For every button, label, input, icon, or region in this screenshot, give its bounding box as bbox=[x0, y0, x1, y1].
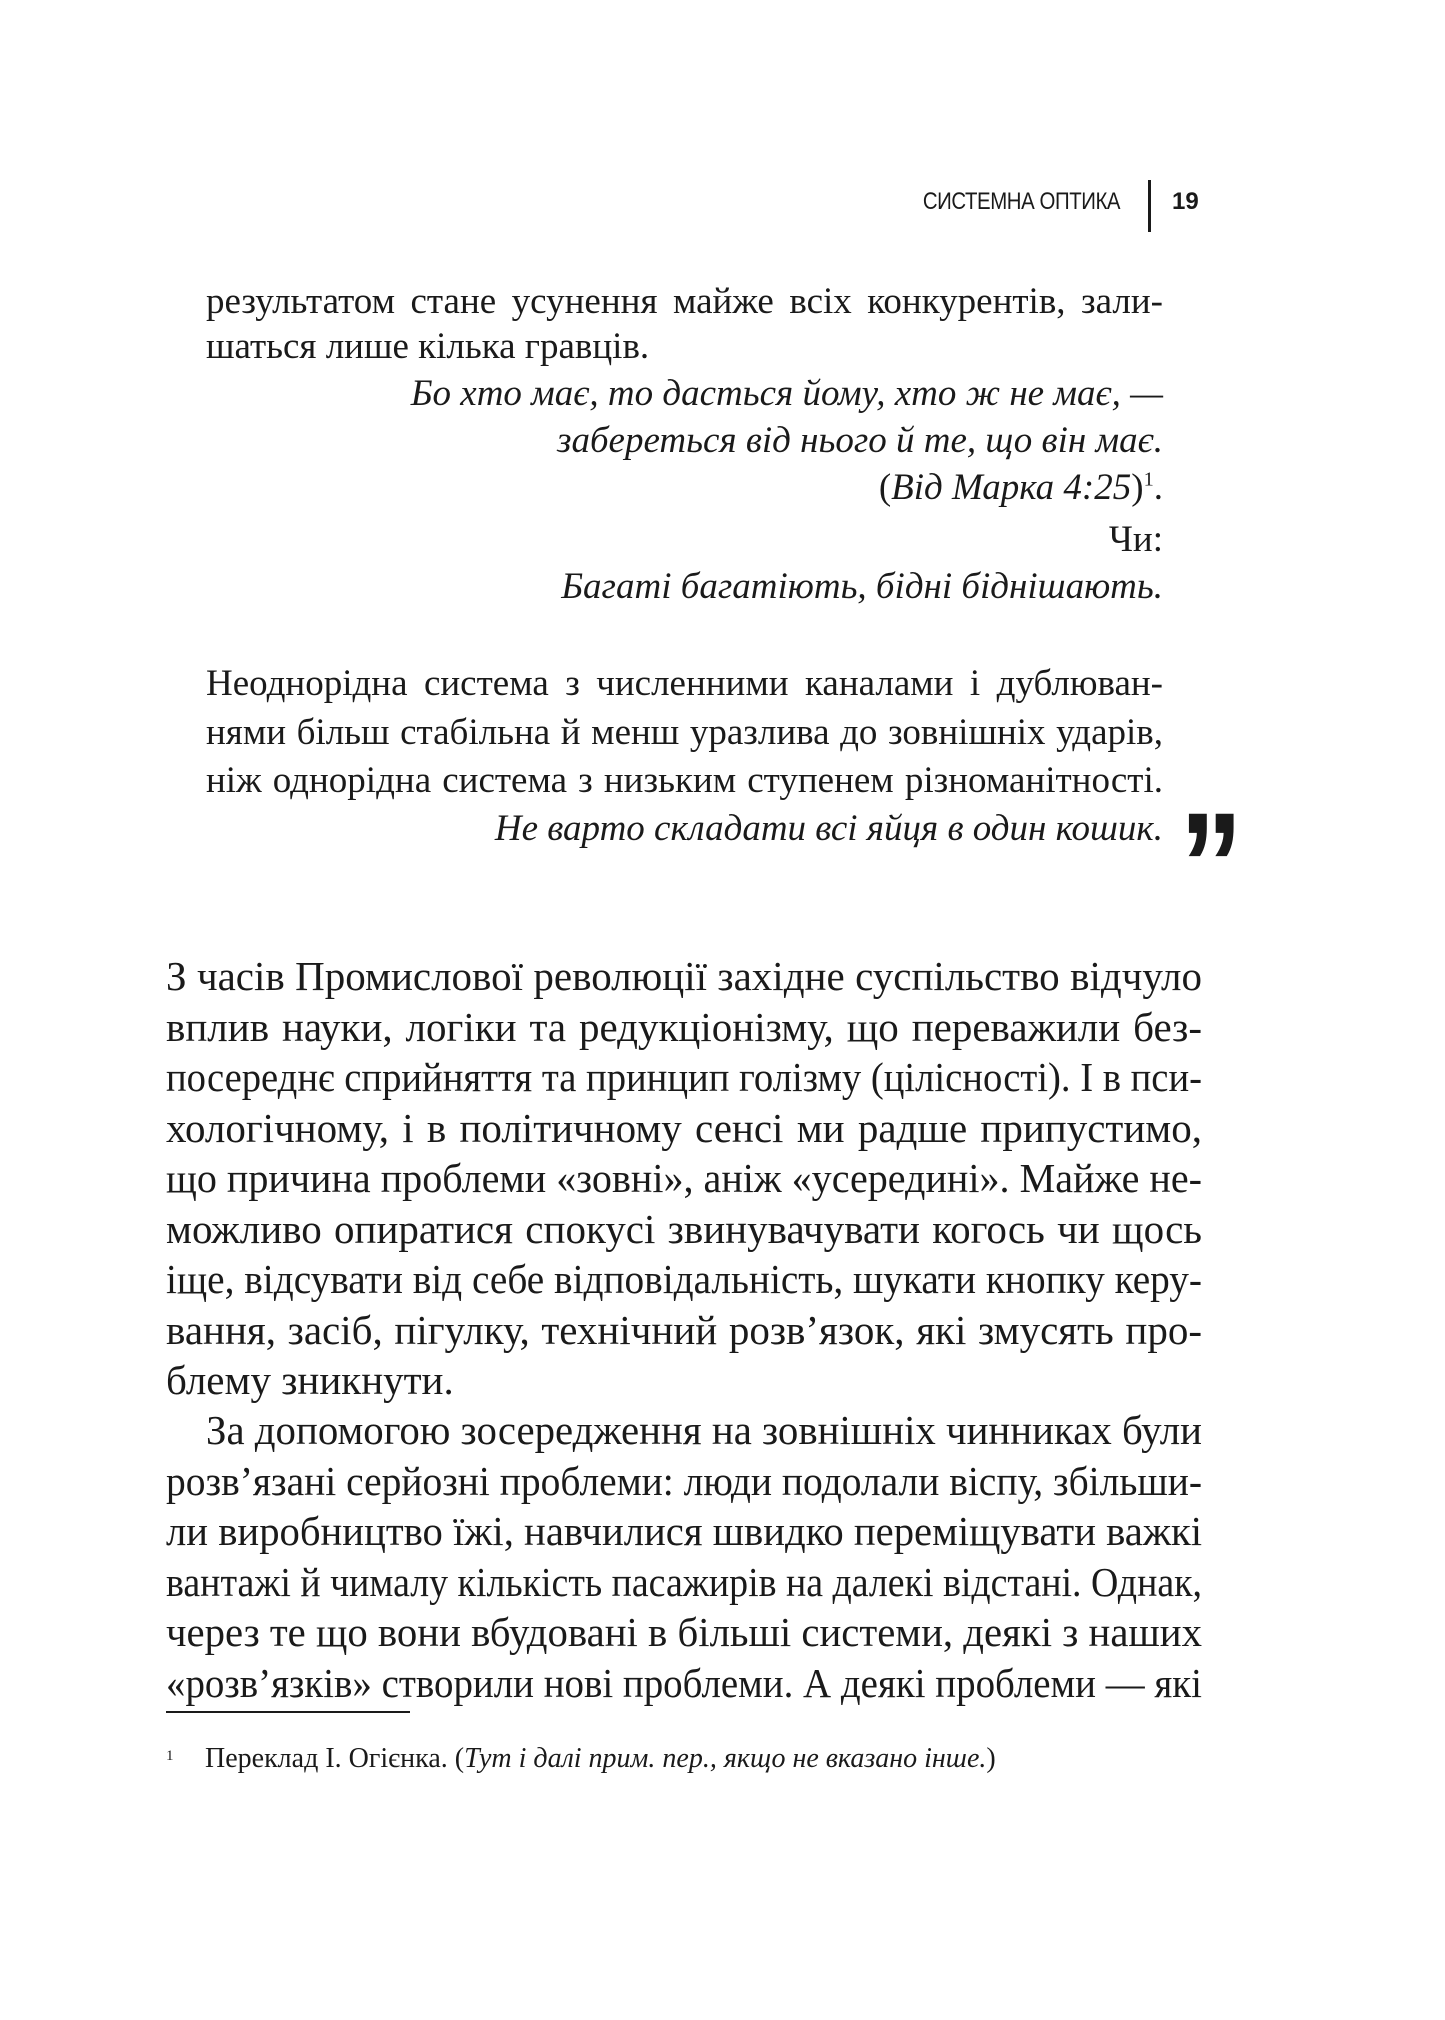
footnote-ref[interactable]: 1 bbox=[1143, 468, 1154, 491]
proverb: Не варто складати всі яйця в один кошик. bbox=[494, 808, 1163, 849]
footnote-close: ) bbox=[986, 1743, 996, 1774]
body-line: що причина проблеми «зовні», аніж «усередині». Майже не- bbox=[166, 1155, 1202, 1201]
text-line: шаться лише кілька гравців. bbox=[206, 326, 650, 367]
body-line: іще, відсувати від себе відповідальність, шукати кнопку керу- bbox=[166, 1256, 1202, 1302]
text-line: Неоднорідна система з численними каналами і дублюван- bbox=[206, 663, 1163, 704]
quote-line: Бо хто має, то дасться йому, хто ж не має, — bbox=[410, 373, 1163, 414]
text-line: нями більш стабільна й менш уразлива до зовнішніх ударів, bbox=[206, 712, 1163, 753]
footnote-text bbox=[205, 1743, 996, 1775]
page-number: 19 bbox=[1172, 188, 1199, 215]
body-line: через те що вони вбудовані в більші системи, деякі з наших bbox=[166, 1609, 1202, 1655]
citation: (Від Марка 4:25)$^1$. bbox=[878, 467, 1163, 508]
quote-line: забереться від нього й те, що він має. bbox=[557, 420, 1163, 461]
footnote-rule bbox=[166, 1711, 410, 1713]
text-line: результатом стане усунення майже всіх конкурентів, зали- bbox=[206, 281, 1163, 322]
body-line: блему зникнути. bbox=[166, 1357, 454, 1403]
closing-quote-icon: ” bbox=[1179, 781, 1228, 949]
body-line: можливо опиратися спокусі звинувачувати когось чи щось bbox=[166, 1205, 1202, 1252]
body-line: посереднє сприйняття та принцип голізму (цілісності). І в пси- bbox=[166, 1054, 1202, 1100]
running-title: СИСТЕМНА ОПТИКА bbox=[922, 188, 1120, 215]
body-line: вплив науки, логіки та редукціонізму, що переважили без- bbox=[166, 1003, 1202, 1050]
proverb: Багаті багатіють, бідні біднішають. bbox=[561, 566, 1163, 607]
footnote-main: Переклад І. Огієнка. ( bbox=[205, 1743, 465, 1774]
connector-text: Чи: bbox=[1108, 519, 1163, 560]
body-line: «розв’язків» створили нові проблеми. А деякі проблеми — які bbox=[166, 1659, 1202, 1706]
body-line: розв’язані серйозні проблеми: люди подолали віспу, збільши- bbox=[166, 1457, 1202, 1504]
body-line: вантажі й чималу кількість пасажирів на далекі відстані. Однак, bbox=[166, 1558, 1202, 1605]
body-line: вання, засіб, пігулку, технічний розв’язок, які змусять про- bbox=[166, 1306, 1202, 1353]
citation-text: Від Марка 4:25 bbox=[891, 467, 1132, 508]
body-line: хологічному, і в політичному сенсі ми радше припустимо, bbox=[166, 1104, 1202, 1151]
footnote-number: 1 bbox=[166, 1748, 174, 1764]
footnote-italic: Тут і далі прим. пер., якщо не вказано інше. bbox=[464, 1743, 987, 1774]
text-line: ніж однорідна система з низьким ступенем різноманітності. bbox=[206, 760, 1163, 801]
header-divider bbox=[1148, 180, 1151, 232]
body-line: ли виробництво їжі, навчилися швидко переміщувати важкі bbox=[166, 1508, 1202, 1554]
body-line: З часів Промислової революції західне суспільство відчуло bbox=[166, 953, 1202, 999]
body-line: За допомогою зосередження на зовнішніх чинниках були bbox=[206, 1407, 1202, 1453]
